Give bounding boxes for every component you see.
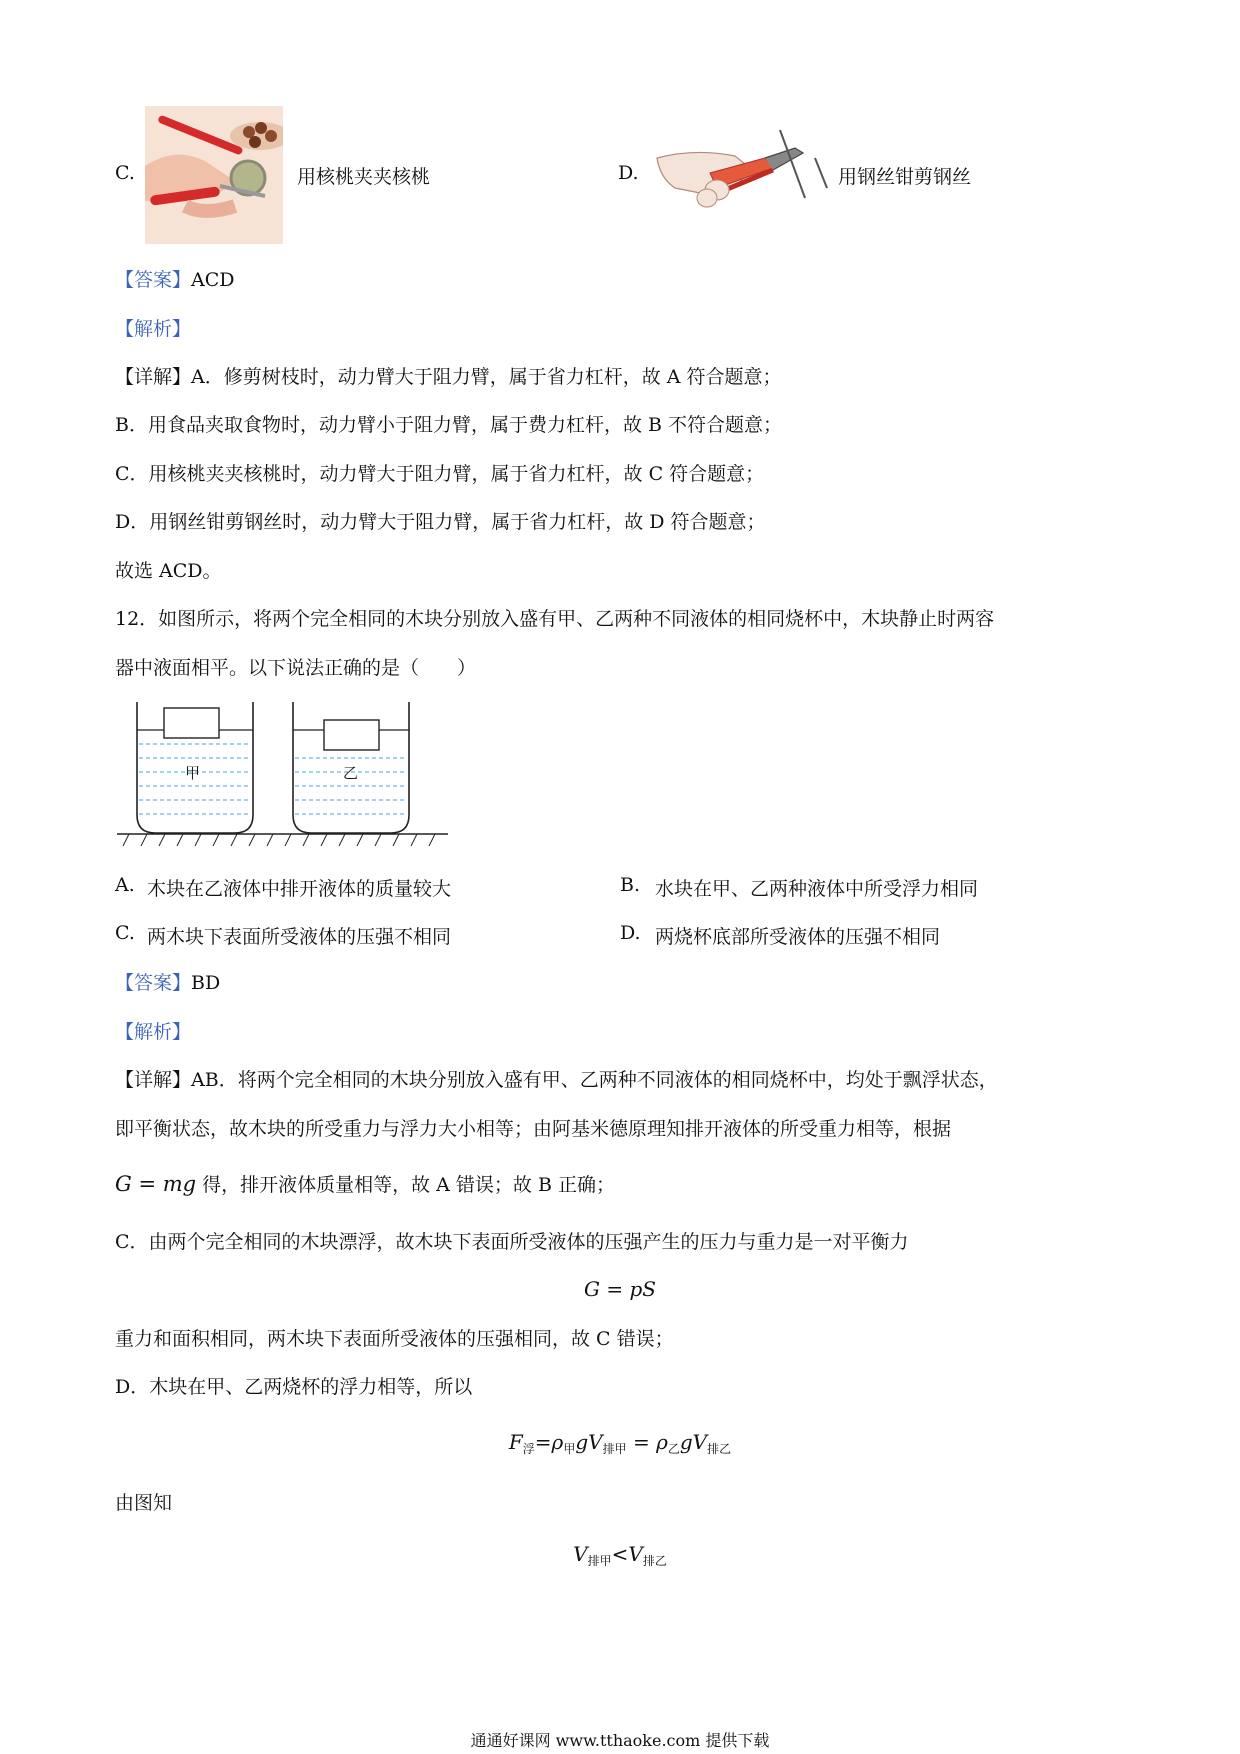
option-c-text: 用核桃夹夹核桃 bbox=[297, 166, 431, 188]
q12-from-figure: 由图知 bbox=[115, 1492, 173, 1514]
q11-conclusion: 故选 ACD。 bbox=[115, 560, 222, 582]
q12-detail-c-conclusion: 重力和面积相同，两木块下表面所受液体的压强相同，故 C 错误； bbox=[115, 1328, 674, 1350]
q12-detail-line-1 bbox=[115, 1067, 998, 1093]
formula-v1-sub: 排甲 bbox=[587, 1554, 612, 1568]
formula-eq-rho-2: = ρ bbox=[626, 1430, 668, 1454]
liquid-jia-label: 甲 bbox=[185, 764, 201, 782]
option-d-label: D. bbox=[618, 162, 639, 184]
option-d-text: 用钢丝钳剪钢丝 bbox=[838, 166, 972, 188]
formula-eq-rho: =ρ bbox=[534, 1430, 564, 1454]
q11-detail-a: A．修剪树枝时，动力臂大于阻力臂，属于省力杠杆，故 A 符合题意； bbox=[191, 366, 782, 388]
q11-detail-d: D．用钢丝钳剪钢丝时，动力臂大于阻力臂，属于省力杠杆，故 D 符合题意； bbox=[115, 511, 766, 533]
q12-detail-d-line: D．木块在甲、乙两烧杯的浮力相等，所以 bbox=[115, 1376, 473, 1398]
q11-answer: ACD bbox=[191, 269, 235, 291]
formula-f: F bbox=[508, 1430, 523, 1454]
formula-gv-2: gV bbox=[679, 1430, 708, 1454]
q12-stem-1: 12．如图所示，将两个完全相同的木块分别放入盛有甲、乙两种不同液体的相同烧杯中，木块静止时两容 bbox=[115, 608, 995, 630]
q12-option-c-text: 两木块下表面所受液体的压强不相同 bbox=[147, 926, 452, 948]
q12-option-b-label: B. bbox=[620, 874, 641, 896]
q11-detail-b: B．用食品夹取食物时，动力臂小于阻力臂，属于费力杠杆，故 B 不符合题意； bbox=[115, 414, 783, 436]
detail-tag: 【详解】 bbox=[115, 1069, 192, 1091]
formula-less-than: < bbox=[611, 1542, 629, 1566]
beakers-figure bbox=[115, 700, 450, 850]
q11-detail-c: C．用核桃夹夹核桃时，动力臂大于阻力臂，属于省力杠杆，故 C 符合题意； bbox=[115, 463, 765, 485]
q12-detail-ab-3 bbox=[115, 1171, 615, 1198]
q12-stem-2: 器中液面相平。以下说法正确的是（ ） bbox=[115, 657, 477, 679]
q12-option-d-text: 两烧杯底部所受液体的压强不相同 bbox=[655, 926, 941, 948]
q12-option-a-text: 木块在乙液体中排开液体的质量较大 bbox=[147, 878, 452, 900]
q11-answer-line bbox=[115, 267, 235, 293]
formula-sub-yi: 乙 bbox=[667, 1442, 680, 1456]
detail-tag: 【详解】 bbox=[115, 366, 192, 388]
wire-pliers-drawing bbox=[655, 128, 830, 220]
formula-sub-paijia: 排甲 bbox=[602, 1442, 627, 1456]
q12-option-d-label: D. bbox=[620, 922, 641, 944]
walnut-cracker-photo bbox=[145, 106, 283, 244]
formula-v2-sub: 排乙 bbox=[642, 1554, 667, 1568]
formula-sub-paiyi: 排乙 bbox=[707, 1442, 732, 1456]
q12-answer-line bbox=[115, 970, 220, 996]
liquid-yi-label: 乙 bbox=[343, 764, 359, 782]
q12-analysis-tag: 【解析】 bbox=[115, 1021, 192, 1043]
q12-detail-ab-3-text: 得，排开液体质量相等，故 A 错误；故 B 正确； bbox=[196, 1174, 615, 1196]
formula-buoyancy bbox=[0, 1430, 1240, 1457]
formula-sub-fu: 浮 bbox=[522, 1442, 535, 1456]
q12-answer: BD bbox=[191, 972, 221, 994]
formula-v1: V bbox=[573, 1542, 588, 1566]
formula-g-mg: G = mg bbox=[115, 1172, 197, 1196]
formula-sub-jia: 甲 bbox=[563, 1442, 576, 1456]
q12-option-c-label: C. bbox=[115, 922, 135, 944]
formula-v2: V bbox=[628, 1542, 643, 1566]
formula-gv-1: gV bbox=[575, 1430, 603, 1454]
answer-tag: 【答案】 bbox=[115, 269, 192, 291]
answer-tag: 【答案】 bbox=[115, 972, 192, 994]
q12-option-a-label: A. bbox=[115, 874, 135, 896]
formula-g-ps: G = pS bbox=[584, 1277, 656, 1301]
page-footer: 通通好课网 www.tthaoke.com 提供下载 bbox=[470, 1731, 770, 1750]
q12-option-b-text: 水块在甲、乙两种液体中所受浮力相同 bbox=[655, 878, 979, 900]
q11-analysis-tag: 【解析】 bbox=[115, 318, 192, 340]
q12-detail-c-line: C．由两个完全相同的木块漂浮，故木块下表面所受液体的压强产生的压力与重力是一对平衡力 bbox=[115, 1231, 909, 1253]
q12-detail-ab-1: AB．将两个完全相同的木块分别放入盛有甲、乙两种不同液体的相同烧杯中，均处于飘浮状态， bbox=[191, 1069, 998, 1091]
q11-detail-line-1 bbox=[115, 364, 782, 390]
option-c-label: C. bbox=[115, 162, 135, 184]
formula-volume-compare bbox=[0, 1542, 1240, 1569]
q12-detail-ab-2: 即平衡状态，故木块的所受重力与浮力大小相等；由阿基米德原理知排开液体的所受重力相等，根据 bbox=[115, 1118, 952, 1140]
